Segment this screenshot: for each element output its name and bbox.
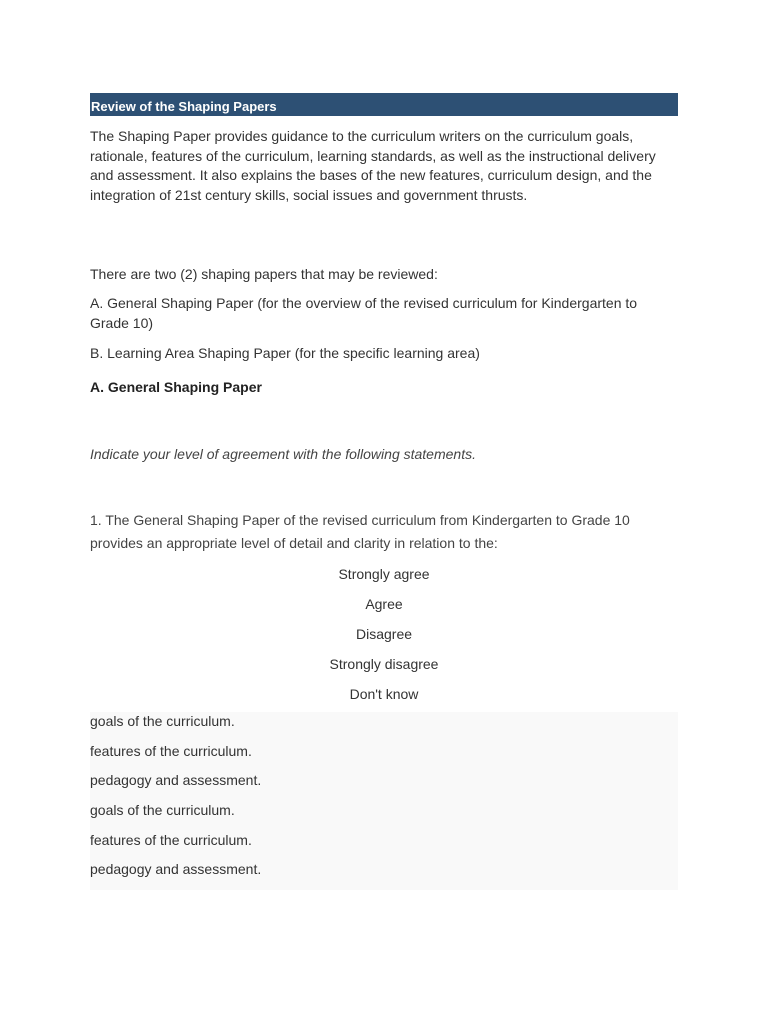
subsection-title: A. General Shaping Paper [90,379,262,395]
scale-option[interactable]: Agree [365,596,403,612]
list-item: pedagogy and assessment. [90,772,262,789]
list-item: goals of the curriculum. [90,802,235,819]
section-header: Review of the Shaping Papers [90,93,678,116]
intro-paragraph: The Shaping Paper provides guidance to the curriculum writers on the curriculum goals, rationale, features of the curriculum, learning standards, as well as the instructional delivery and assessment. It also explains the bases of the new features, curriculum design, and the integration of 21st century skills, social issues and government thrusts. [90,128,656,203]
paper-option-a: A. General Shaping Paper (for the overview of the revised curriculum for Kindergarten to Grade 10) [90,295,638,331]
scale-option[interactable]: Don't know [349,686,419,702]
instruction-text: Indicate your level of agreement with the following statements. [90,446,476,462]
list-item: goals of the curriculum. [90,713,235,729]
scale-option[interactable]: Strongly agree [338,566,430,582]
paper-option-b: B. Learning Area Shaping Paper (for the specific learning area) [90,345,480,361]
agreement-scale [90,562,678,712]
list-item: features of the curriculum. [90,742,252,759]
question-text: 1. The General Shaping Paper of the revised curriculum from Kindergarten to Grade 10 provides an appropriate level of detail and clarity in relation to the: [90,512,630,551]
papers-lead: There are two (2) shaping papers that may be reviewed: [90,266,438,282]
statement-list [90,712,678,890]
list-item: pedagogy and assessment. [90,861,262,878]
scale-option[interactable]: Disagree [355,626,413,642]
list-item: features of the curriculum. [90,831,252,848]
scale-option[interactable]: Strongly disagree [329,656,439,672]
